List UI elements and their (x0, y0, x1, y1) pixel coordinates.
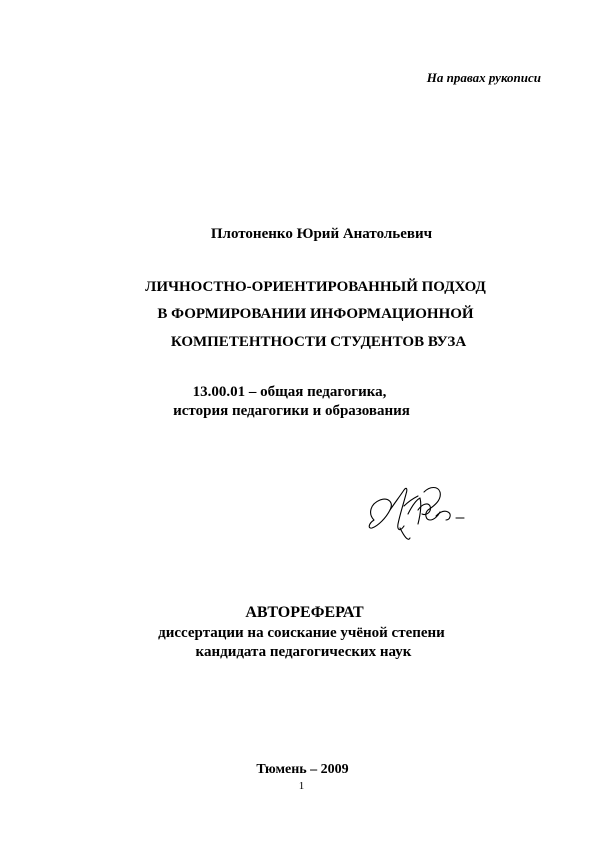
specialty-line: история педагогики и образования (173, 403, 410, 419)
rights-note: На правах рукописи (426, 70, 541, 85)
page-number: 1 (298, 780, 305, 792)
title-line: КОМПЕТЕНТНОСТИ СТУДЕНТОВ ВУЗА (170, 334, 467, 350)
signature-icon (364, 476, 472, 546)
specialty-line: 13.00.01 – общая педагогика, (192, 384, 387, 400)
title-line: ЛИЧНОСТНО-ОРИЕНТИРОВАННЫЙ ПОДХОД (145, 279, 486, 295)
author-name: Плотоненко Юрий Анатольевич (210, 226, 433, 242)
title-line: В ФОРМИРОВАНИИ ИНФОРМАЦИОННОЙ (157, 306, 474, 322)
document-type-line: диссертации на соискание учёной степени (158, 625, 445, 641)
place-year: Тюмень – 2009 (256, 762, 349, 777)
document-type-line: кандидата педагогических наук (195, 644, 412, 660)
document-type-heading: АВТОРЕФЕРАТ (245, 604, 364, 621)
